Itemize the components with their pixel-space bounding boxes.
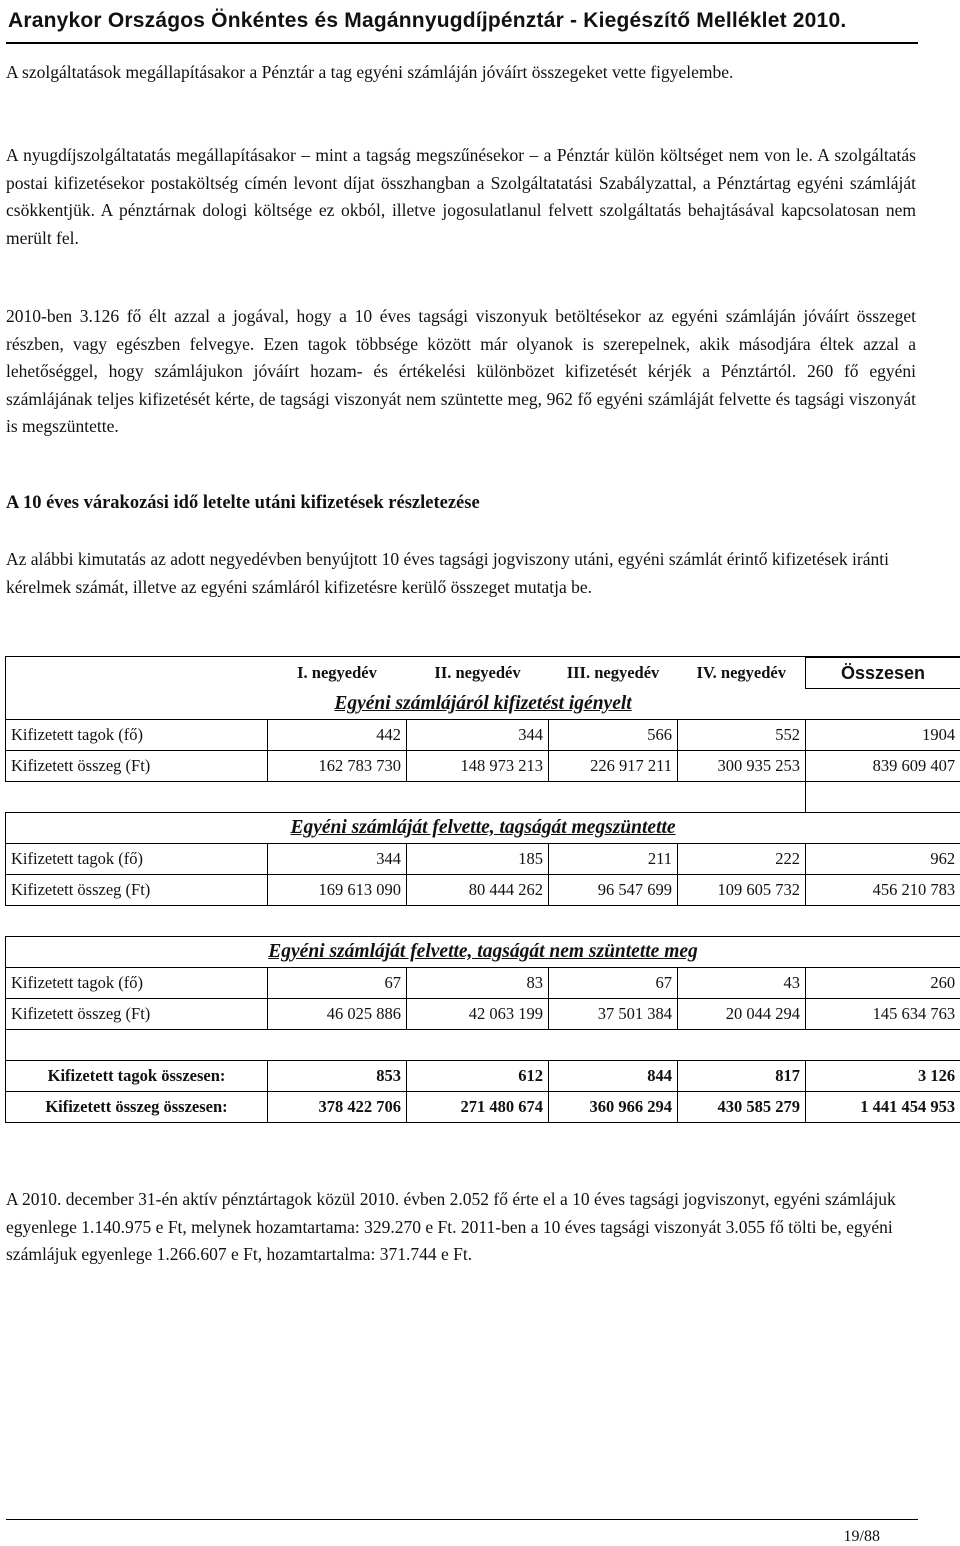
cell-q2: 148 973 213 bbox=[407, 751, 549, 782]
section-title: Egyéni számláját felvette, tagságát megszüntette bbox=[6, 813, 960, 844]
paragraph-table-intro: Az alábbi kimutatás az adott negyedévben benyújtott 10 éves tagsági jogviszony utáni, egyéni számlát érintő kifizetések iránti kérelmek számát, illetve az egyéni számláról kifizetésre kerülő összeget mutatja be. bbox=[6, 549, 889, 597]
header-q2: II. negyedév bbox=[434, 663, 521, 682]
table-row bbox=[6, 875, 960, 906]
row-label: Kifizetett tagok összesen: bbox=[6, 1061, 268, 1092]
row-label: Kifizetett összeg (Ft) bbox=[6, 751, 268, 782]
page-header bbox=[6, 6, 918, 44]
cell-q1: 378 422 706 bbox=[268, 1092, 407, 1123]
table-row bbox=[6, 751, 960, 782]
cell-q4: 430 585 279 bbox=[678, 1092, 806, 1123]
footer-rule bbox=[6, 1519, 918, 1520]
cell-q2: 271 480 674 bbox=[407, 1092, 549, 1123]
row-label: Kifizetett tagok (fő) bbox=[6, 844, 268, 875]
row-label: Kifizetett tagok (fő) bbox=[6, 968, 268, 999]
page-number: 19/88 bbox=[843, 1528, 880, 1545]
cell-q3: 566 bbox=[549, 720, 678, 751]
header-total: Összesen bbox=[806, 658, 960, 689]
cell-q3: 211 bbox=[549, 844, 678, 875]
header-q1: I. negyedév bbox=[297, 663, 377, 682]
cell-total: 3 126 bbox=[806, 1061, 960, 1092]
cell-q2: 344 bbox=[407, 720, 549, 751]
totals-row-members bbox=[6, 1061, 960, 1092]
paragraph-active-members: A 2010. december 31-én aktív pénztártagok közül 2010. évben 2.052 fő érte el a 10 éves tagsági jogviszonyt, egyéni számlájuk egyenlege 1.140.975 e Ft, melynek hozamtartama: 329.270 e Ft. 2011-ben a 10 éves tagsági viszonyát 3.055 fő tölti be, egyéni számlájuk egyenlege 1.266.607 e Ft, hozamtartalma: 371.744 e Ft. bbox=[6, 1189, 896, 1264]
row-label: Kifizetett összeg (Ft) bbox=[6, 875, 268, 906]
cell-q3: 844 bbox=[549, 1061, 678, 1092]
spacer-row bbox=[6, 906, 960, 937]
section-title-row bbox=[6, 689, 960, 720]
cell-total: 839 609 407 bbox=[806, 751, 960, 782]
cell-q1: 169 613 090 bbox=[268, 875, 407, 906]
row-label: Kifizetett összeg összesen: bbox=[6, 1092, 268, 1123]
section-title-row bbox=[6, 813, 960, 844]
table-header-row bbox=[6, 658, 960, 689]
cell-q3: 226 917 211 bbox=[549, 751, 678, 782]
cell-total: 260 bbox=[806, 968, 960, 999]
header-q3: III. negyedév bbox=[566, 663, 660, 682]
cell-q3: 37 501 384 bbox=[549, 999, 678, 1030]
cell-total: 962 bbox=[806, 844, 960, 875]
cell-q4: 222 bbox=[678, 844, 806, 875]
section-heading: A 10 éves várakozási idő letelte utáni kifizetések részletezése bbox=[6, 493, 480, 513]
cell-q4: 20 044 294 bbox=[678, 999, 806, 1030]
cell-q1: 46 025 886 bbox=[268, 999, 407, 1030]
cell-q2: 80 444 262 bbox=[407, 875, 549, 906]
table-row bbox=[6, 999, 960, 1030]
cell-q3: 67 bbox=[549, 968, 678, 999]
cell-q2: 612 bbox=[407, 1061, 549, 1092]
cell-q4: 817 bbox=[678, 1061, 806, 1092]
cell-q1: 853 bbox=[268, 1061, 407, 1092]
cell-q1: 162 783 730 bbox=[268, 751, 407, 782]
cell-q4: 300 935 253 bbox=[678, 751, 806, 782]
table-row bbox=[6, 844, 960, 875]
table-row bbox=[6, 968, 960, 999]
row-label: Kifizetett tagok (fő) bbox=[6, 720, 268, 751]
cell-total: 456 210 783 bbox=[806, 875, 960, 906]
cell-total: 1 441 454 953 bbox=[806, 1092, 960, 1123]
cell-q1: 67 bbox=[268, 968, 407, 999]
table-row bbox=[6, 720, 960, 751]
section-title: Egyéni számlájáról kifizetést igényelt bbox=[6, 689, 960, 720]
paragraph-service-determination: A szolgáltatások megállapításakor a Pénztár a tag egyéni számláján jóváírt összegeket vette figyelembe. bbox=[6, 62, 734, 82]
cell-q4: 109 605 732 bbox=[678, 875, 806, 906]
header-q4: IV. negyedév bbox=[696, 663, 787, 682]
cell-q1: 442 bbox=[268, 720, 407, 751]
header-title: Aranykor Országos Önkéntes és Magánnyugdíjpénztár - Kiegészítő Melléklet 2010. bbox=[8, 9, 847, 32]
cell-total: 145 634 763 bbox=[806, 999, 960, 1030]
cell-q4: 552 bbox=[678, 720, 806, 751]
cell-q4: 43 bbox=[678, 968, 806, 999]
cell-total: 1904 bbox=[806, 720, 960, 751]
cell-q3: 360 966 294 bbox=[549, 1092, 678, 1123]
cell-q2: 42 063 199 bbox=[407, 999, 549, 1030]
spacer-row bbox=[6, 1030, 960, 1061]
cell-q2: 83 bbox=[407, 968, 549, 999]
payout-table bbox=[5, 656, 960, 1123]
cell-q2: 185 bbox=[407, 844, 549, 875]
cell-q3: 96 547 699 bbox=[549, 875, 678, 906]
row-label: Kifizetett összeg (Ft) bbox=[6, 999, 268, 1030]
paragraph-2010-withdrawals: 2010-ben 3.126 fő élt azzal a jogával, hogy a 10 éves tagsági viszonyuk betöltésekor az egyéni számláján jóváírt összeget részben, vagy egészben felvegye. Ezen tagok többsége között már olyanok is szerepelnek, akik másodjára éltek azzal a lehetőséggel, hogy számlájukon jóváírt hozam- és értékelési különbözet kifizetését kérjék a Pénztártól. 260 fő egyéni számlájának teljes kifizetését kérte, de tagsági viszonyát nem szüntette meg, 962 fő egyéni számláját felvette és tagsági viszonyát is megszüntette. bbox=[6, 306, 916, 436]
section-title: Egyéni számláját felvette, tagságát nem szüntette meg bbox=[6, 937, 960, 968]
section-title-row bbox=[6, 937, 960, 968]
spacer-row bbox=[6, 782, 960, 813]
totals-row-amount bbox=[6, 1092, 960, 1123]
cell-q1: 344 bbox=[268, 844, 407, 875]
paragraph-costs: A nyugdíjszolgáltatatás megállapításakor – mint a tagság megszűnésekor – a Pénztár külön költséget nem von le. A szolgáltatás postai kifizetésekor postaköltség címén levont díjat összhangban a Szolgáltatatási Szabályzattal, a Pénztártag egyéni számláját csökkentjük. A pénztárnak dologi költsége ez okból, illetve jogosulatlanul felvett szolgáltatás behajtásával kapcsolatosan nem merült fel. bbox=[6, 145, 916, 248]
